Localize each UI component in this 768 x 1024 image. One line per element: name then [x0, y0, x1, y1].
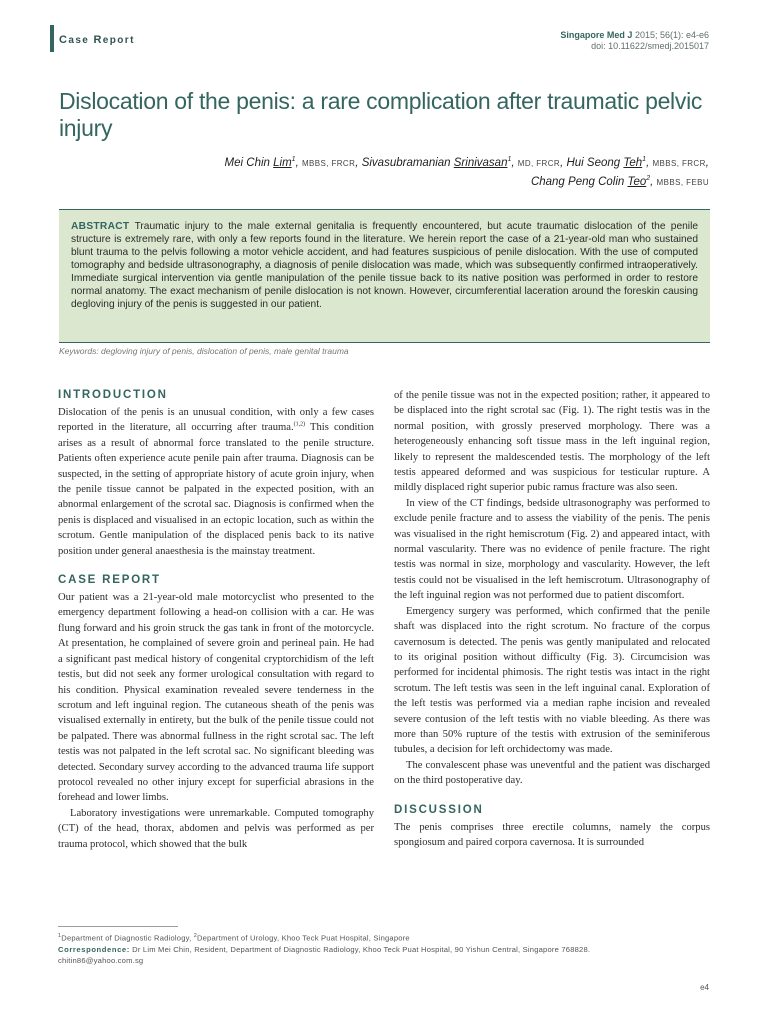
reference-citation[interactable]: (1,2) [293, 421, 306, 428]
article-type-label: Case Report [59, 34, 135, 46]
paragraph: The convalescent phase was uneventful and the patient was discharged on the third postoperative day. [394, 759, 710, 787]
abstract-box [59, 209, 710, 343]
page-number: e4 [700, 983, 709, 992]
footnote-divider [58, 926, 178, 927]
section-heading-discussion: DISCUSSION [394, 803, 484, 816]
article-title: Dislocation of the penis: a rare complication after traumatic pelvic injury [59, 88, 703, 141]
author: Mei Chin Lim$^1$, MBBS, FRCR, [224, 156, 359, 169]
footnotes [58, 931, 718, 966]
paragraph: Dislocation of the penis is an unusual condition, with only a few cases reported in the literature, all occurring after trauma.$^{(1,2)}$ This condition arises as a result of abnormal force translated to the penile structure. Patients often experience acute penile pain after trauma. Diagnosis can be suspected, in the setting of appropriate history of acute groin injury, when the penile tissue cannot be palpated in the expected position, with an abnormal enlargement of the scrotal sac. Diagnosis is confirmed when the penis is displaced and visualised in an ectopic location, such as within the scrotum. Gentle manipulation of the displaced penis back to its native position under general anaesthesia is the mainstay treatment. [58, 407, 374, 557]
email-link[interactable]: chitin86@yahoo.com.sg [58, 955, 144, 965]
journal-name: Singapore Med J [560, 30, 633, 40]
paragraph: of the penile tissue was not in the expected position; rather, it appeared to be displaced into the right scrotal sac (Fig. 1). The right testis was in the normal position, with grossly preserved morphology. There was a heterogeneously enhancing soft tissue mass in the left inguinal region, likely to represent the maldescended testis. The morphology of the left testis appeared deformed and was suspicious for testicular rupture. A mildly displaced right superior pubic ramus fracture was also seen. [394, 390, 710, 494]
author: Hui Seong Teh$^1$, MBBS, FRCR, [566, 156, 709, 169]
section-heading-case-report: CASE REPORT [58, 574, 161, 587]
author-list [89, 152, 709, 190]
abstract-label: ABSTRACT [71, 221, 130, 232]
citation: 2015; 56(1): e4-e6 [634, 30, 709, 40]
author: Chang Peng Colin Teo$^2$, MBBS, FEBU [530, 174, 709, 188]
body-column-right [394, 388, 710, 850]
correspondence: Correspondence: Dr Lim Mei Chin, Resident, Department of Diagnostic Radiology, Khoo Teck Puat Hospital, 90 Yishun Central, Singapore 768828. chitin86@yahoo.com.sg [58, 944, 591, 965]
affiliations: $^1$Department of Diagnostic Radiology, $^2$Department of Urology, Khoo Teck Puat Hospital, Singapore [58, 933, 410, 943]
section-heading-introduction: INTRODUCTION [58, 389, 168, 401]
author: Sivasubramanian Srinivasan$^1$, MD, FRCR, [361, 156, 564, 169]
paragraph: Our patient was a 21-year-old male motorcyclist who presented to the emergency department following a head-on collision with a car. He was flung forward and his groin struck the gas tank in front of the motorcycle. At presentation, he complained of severe groin and perineal pain. He had a significant past medical history of congenital cryptorchidism of the left testis, but did not seek any former urological consultation with regard to his condition. Physical examination revealed severe tenderness in the scrotum and left inguinal region. The cutaneous sheath of the penis was visualised externally in entirety, but the bulk of the penile tissue could not be palpated. There was abnormal fullness in the right scrotal sac. The left testis was not palpated in the left scrotal sac. No significant bleeding was detected. Secondary survey according to the advanced trauma life support protocol revealed no other injury except for superficial abrasions in the forehead and lower limbs. [58, 592, 374, 804]
journal-citation [560, 30, 709, 52]
body-column-left [58, 388, 374, 852]
paragraph: Emergency surgery was performed, which confirmed that the penile shaft was displaced into the right scrotum. No fracture of the corpus cavernosum is detected. The penis was gently manipulated and relocated to its original position without difficulty (Fig. 3). Circumcision was performed for incidental phimosis. The right testis was intact in the right scrotum. The left testis was seen in the left inguinal canal. Exploration of the left testis was performed via a median raphe incision and revealed severe contusion of the left testis with no viable bleeding. As there was more than 50% rupture of the testis with extrusion of the seminiferous tubules, a decision for left orchidectomy was made. [394, 605, 710, 756]
abstract-text: Traumatic injury to the male external genitalia is frequently encountered, but acute traumatic dislocation of the penile structure is extremely rare, with only a few reports found in the literature. We herein report the case of a 21-year-old man who sustained blunt trauma to the pelvis following a motor vehicle accident, and had features suspicious of penile dislocation. With the use of computed tomography and bedside ultrasonography, a diagnosis of penile dislocation was made, which was subsequently confirmed intraoperatively. Immediate surgical intervention via gentle manipulation of the penile tissue back to its native position was performed in order to restore normal anatomy. The exact mechanism of penile dislocation is not known. However, circumferential laceration around the foreskin causing degloving injury of the penis is suggested in our patient. [71, 221, 698, 310]
paragraph: Laboratory investigations were unremarkable. Computed tomography (CT) of the head, thorax, abdomen and pelvis was performed as per trauma protocol, which showed that the bulk [58, 807, 374, 850]
header-accent-bar [50, 25, 54, 52]
paragraph: In view of the CT findings, bedside ultrasonography was performed to exclude penile fracture and to assess the viability of the penis. The penis was visualised in the right hemiscrotum (Fig. 2) and appeared intact, with normal vascularity. There was no evidence of penile fracture. The right testis was normal in size, morphology and vascularity. However, the left testis could not be visualised in the left hemiscrotum. Ultrasonography of the left inguinal region was not performed due to patient discomfort. [394, 497, 710, 602]
keywords: Keywords: degloving injury of penis, dislocation of penis, male genital trauma [59, 346, 349, 356]
paragraph: The penis comprises three erectile columns, namely the corpus spongiosum and paired corpora cavernosa. It is surrounded [394, 821, 710, 848]
doi[interactable]: doi: 10.11622/smedj.2015017 [591, 41, 709, 51]
